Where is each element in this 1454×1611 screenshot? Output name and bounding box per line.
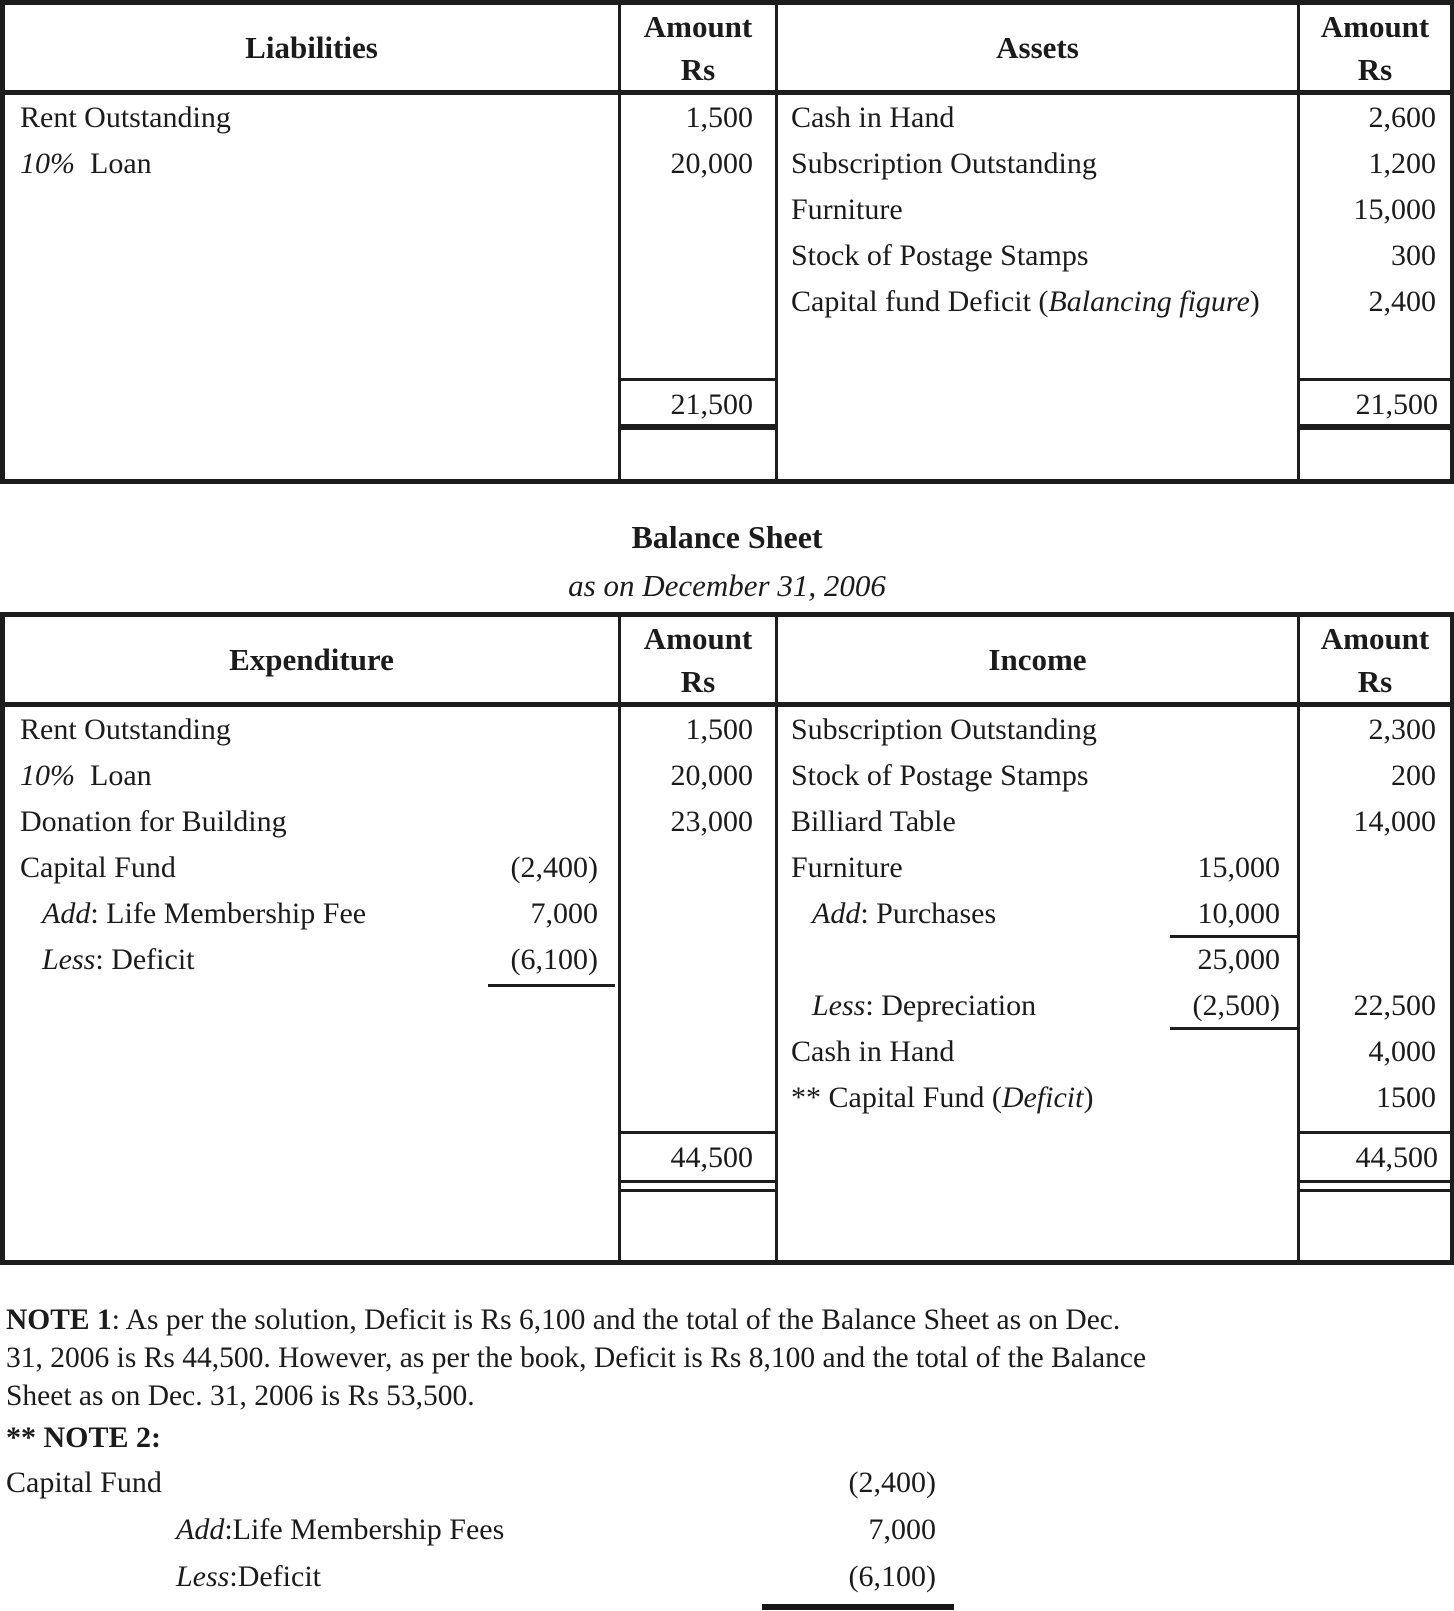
amount-value: 1500 [1376, 1081, 1436, 1114]
header-liabilities [5, 5, 618, 90]
liability-row [5, 141, 618, 187]
expenditure-amount-column [621, 707, 775, 845]
header-assets [778, 5, 1297, 90]
note2-rows [6, 1459, 946, 1600]
row-amount [1300, 845, 1450, 891]
row-label: Rent Outstanding [20, 101, 231, 134]
liability-row [5, 95, 618, 141]
note2-row [6, 1506, 946, 1553]
amount-value: 1,500 [685, 101, 753, 134]
row-amount [1300, 983, 1450, 1029]
row-inner-amount: (2,500) [1192, 989, 1280, 1022]
row-inner-amount: (2,400) [510, 851, 598, 884]
asset-row [778, 233, 1297, 279]
row-inner-amount: 10,000 [1197, 897, 1280, 930]
row-label: Add [42, 897, 91, 930]
row-label: Less [812, 989, 866, 1022]
sum-underline [488, 984, 615, 987]
assets-column [778, 95, 1297, 325]
amount-value: 20,000 [670, 759, 753, 792]
row-amount [1300, 187, 1450, 233]
asset-row [778, 95, 1297, 141]
row-label: :Deficit [229, 1560, 321, 1593]
header-label: Rs [680, 51, 716, 87]
amount-value: 20,000 [670, 147, 753, 180]
row-amount [621, 707, 775, 753]
row-label: Add [176, 1513, 225, 1546]
income-row [778, 753, 1297, 799]
row-label: Capital Fund [20, 851, 176, 884]
row-inner-amount: 15,000 [1197, 851, 1280, 884]
sum-underline [1170, 935, 1297, 938]
note1-paragraph [6, 1301, 1156, 1415]
income-row [778, 1075, 1297, 1121]
row-label: Cash in Hand [791, 101, 955, 134]
notes-section [6, 1301, 1450, 1611]
expenditure-row [5, 707, 618, 753]
income-row [778, 1029, 1297, 1075]
expenditure-total [621, 1131, 775, 1183]
row-label: Subscription Outstanding [791, 713, 1097, 746]
amount-value: 2,600 [1368, 101, 1436, 134]
row-amount [621, 799, 775, 845]
row-label: Donation for Building [20, 805, 287, 838]
header-amount-rs [1300, 5, 1450, 90]
row-inner-amount: 25,000 [1197, 943, 1280, 976]
row-label: : Life Membership Fee [90, 897, 367, 930]
note1-text: : As per the solution, Deficit is Rs 6,100 and the total of the Balance Sheet as on Dec. 31, 2006 is Rs 44,500. However, as per the book, Deficit is Rs 8,100 and the total of the Balance Sheet as on Dec. 31, 2006 is Rs 53,500. [6, 1304, 1147, 1412]
row-label: : Depreciation [865, 989, 1037, 1022]
double-rule [621, 1189, 775, 1192]
row-amount [1300, 279, 1450, 325]
row-label: Capital Fund [6, 1466, 162, 1499]
header-amount-rs [621, 5, 775, 90]
income-total [1300, 1131, 1454, 1183]
row-label: Stock of Postage Stamps [791, 239, 1089, 272]
row-label: : Purchases [860, 897, 997, 930]
expenditure-row [5, 753, 618, 799]
total-value: 44,500 [1355, 1141, 1438, 1174]
amount-value: 22,500 [1353, 989, 1436, 1022]
sum-underline [1170, 1027, 1297, 1030]
header-label: Liabilities [245, 30, 378, 65]
amount-value: 4,000 [1368, 1035, 1436, 1068]
amount-value: 14,000 [1353, 805, 1436, 838]
amount-value: 2,300 [1368, 713, 1436, 746]
row-label: Capital fund Deficit ( [791, 285, 1049, 318]
row-label: Subscription Outstanding [791, 147, 1097, 180]
header-expenditure [5, 617, 618, 702]
liabilities-column [5, 95, 618, 187]
row-amount [1300, 753, 1450, 799]
expenditure-row [5, 891, 618, 937]
header-amount-rs [1300, 617, 1450, 702]
row-amount [1300, 1075, 1450, 1121]
row-label: Stock of Postage Stamps [791, 759, 1089, 792]
liabilities-amount-column [621, 95, 775, 187]
liabilities-assets-table [0, 0, 1454, 484]
total-value: 44,500 [670, 1141, 753, 1174]
expenditure-row [5, 845, 618, 891]
row-amount [621, 95, 775, 141]
row-amount: 7,000 [868, 1513, 936, 1546]
income-row [778, 707, 1297, 753]
row-amount [1300, 707, 1450, 753]
row-label: Deficit [1001, 1081, 1084, 1114]
row-label: Less [42, 943, 96, 976]
row-amount [1300, 95, 1450, 141]
row-label: Loan [75, 759, 152, 792]
assets-amount-column [1300, 95, 1450, 325]
amount-value: 1,200 [1368, 147, 1436, 180]
double-rule [1300, 1189, 1454, 1192]
income-row [778, 845, 1297, 891]
note2-heading: ** NOTE 2: [6, 1421, 162, 1454]
amount-value: 23,000 [670, 805, 753, 838]
row-amount [621, 753, 775, 799]
final-total-underline [762, 1604, 954, 1610]
income-row [778, 799, 1297, 845]
header-label: Income [988, 642, 1087, 677]
header-label: Amount [1320, 8, 1430, 44]
row-label: Add [812, 897, 861, 930]
header-label: Rs [680, 663, 716, 699]
amount-value: 2,400 [1368, 285, 1436, 318]
header-label: Amount [643, 620, 753, 656]
row-label: Balancing figure [1048, 285, 1250, 318]
income-column [778, 707, 1297, 1121]
table-border-bottom [0, 479, 1454, 484]
header-amount-rs [621, 617, 775, 702]
expenditure-row [5, 937, 618, 983]
row-label: Loan [75, 147, 152, 180]
row-label: Furniture [791, 193, 903, 226]
row-amount: (6,100) [848, 1560, 936, 1593]
row-amount [1300, 937, 1450, 983]
assets-total [1300, 378, 1454, 430]
income-amount-column [1300, 707, 1450, 1121]
income-row [778, 983, 1297, 1029]
row-amount: (2,400) [848, 1466, 936, 1499]
header-label: Rs [1357, 663, 1393, 699]
asset-row [778, 279, 1297, 325]
note1-heading: NOTE 1 [6, 1304, 112, 1336]
row-label: ) [1249, 285, 1260, 318]
amount-value: 1,500 [685, 713, 753, 746]
expenditure-income-table [0, 612, 1454, 1265]
asset-row [778, 187, 1297, 233]
row-label: 10% [20, 147, 75, 180]
row-label: Cash in Hand [791, 1035, 955, 1068]
row-inner-amount: 7,000 [530, 897, 598, 930]
row-amount [1300, 141, 1450, 187]
row-amount [1300, 1029, 1450, 1075]
total-value: 21,500 [670, 388, 753, 421]
row-amount [1300, 891, 1450, 937]
header-label: Expenditure [229, 642, 394, 677]
row-label: ) [1083, 1081, 1094, 1114]
note2-row [6, 1459, 946, 1506]
row-label: Billiard Table [791, 805, 956, 838]
row-amount [1300, 799, 1450, 845]
title-block [0, 520, 1454, 602]
liabilities-total [621, 378, 775, 430]
income-row [778, 891, 1297, 937]
amount-value: 200 [1391, 759, 1436, 792]
header-label: Amount [1320, 620, 1430, 656]
doc-subtitle: as on December 31, 2006 [568, 568, 886, 603]
row-label: Rent Outstanding [20, 713, 231, 746]
doc-title: Balance Sheet [631, 519, 823, 555]
row-label: Less [176, 1560, 230, 1593]
header-label: Amount [643, 8, 753, 44]
expenditure-row [5, 799, 618, 845]
row-label: ** Capital Fund ( [791, 1081, 1002, 1114]
expenditure-column [5, 707, 618, 983]
row-amount [1300, 233, 1450, 279]
header-income [778, 617, 1297, 702]
note2-row [6, 1553, 946, 1600]
row-label: :Life Membership Fees [224, 1513, 505, 1546]
asset-row [778, 141, 1297, 187]
table-border-bottom [0, 1260, 1454, 1265]
header-label: Assets [996, 30, 1079, 65]
row-label: : Deficit [95, 943, 195, 976]
row-inner-amount: (6,100) [510, 943, 598, 976]
row-amount [621, 141, 775, 187]
total-value: 21,500 [1355, 388, 1438, 421]
amount-value: 15,000 [1353, 193, 1436, 226]
row-label: Furniture [791, 851, 903, 884]
amount-value: 300 [1391, 239, 1436, 272]
row-label: 10% [20, 759, 75, 792]
income-row [778, 937, 1297, 983]
header-label: Rs [1357, 51, 1393, 87]
